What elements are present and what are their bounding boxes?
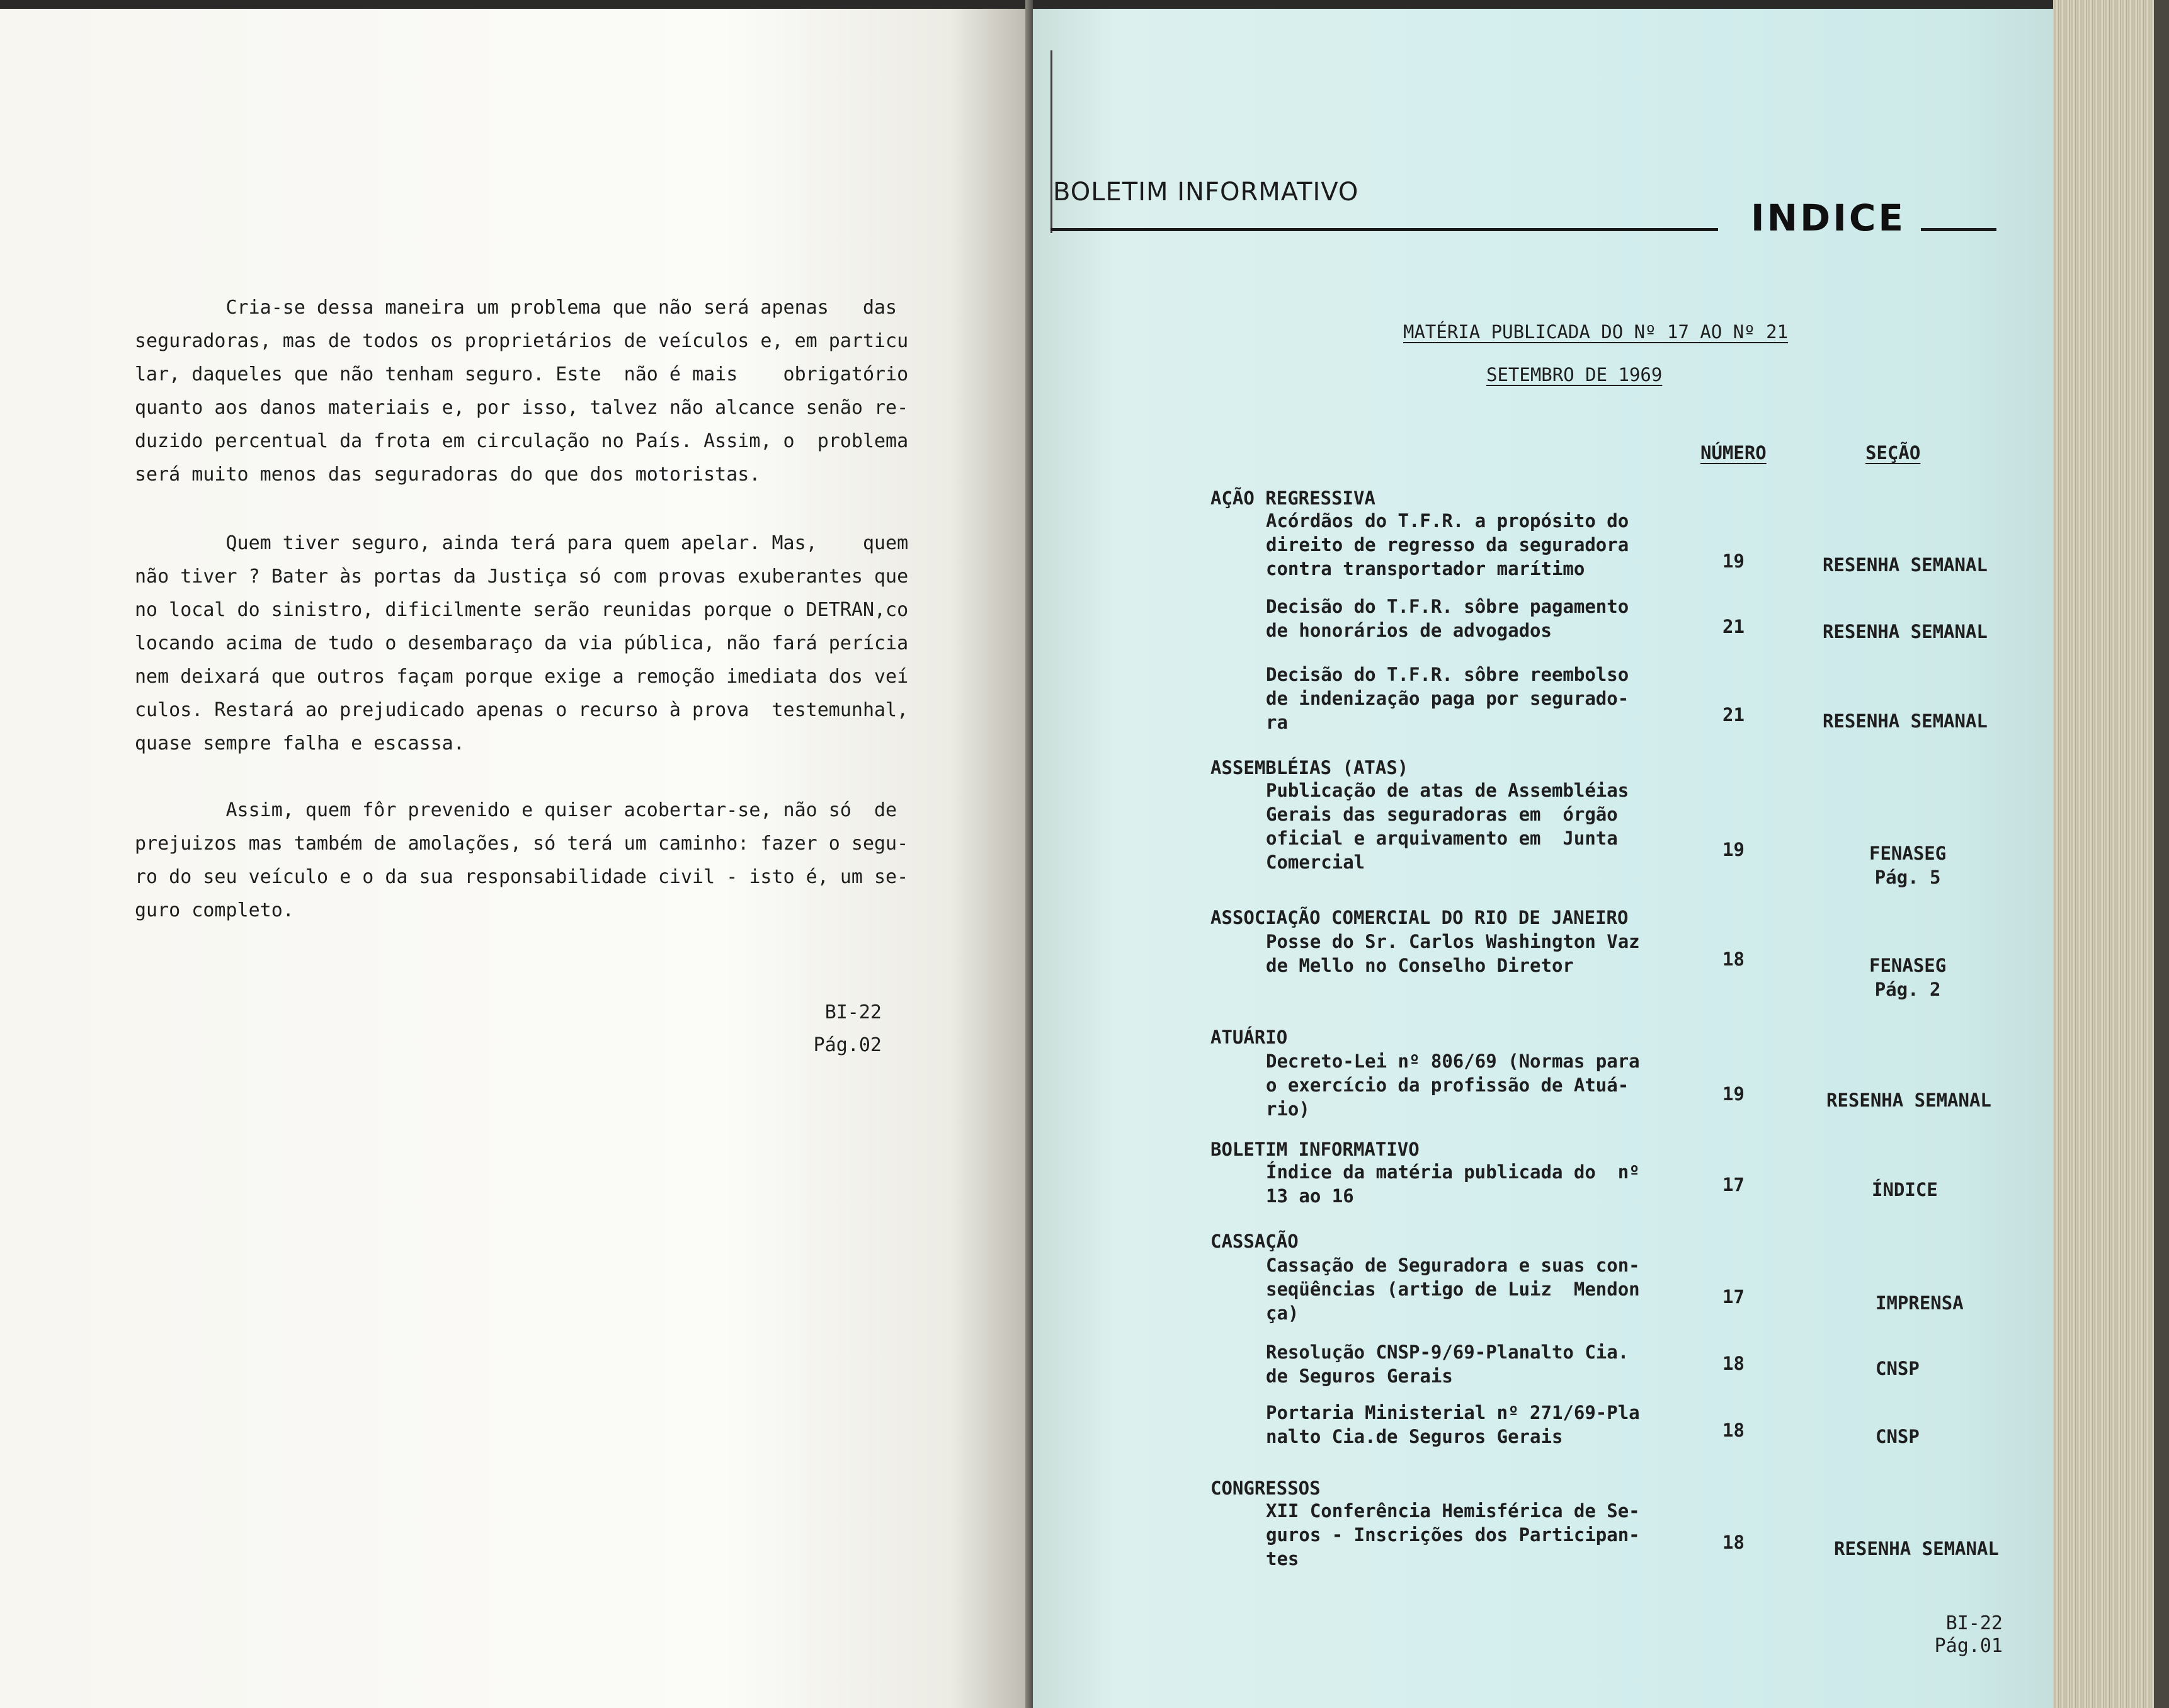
entry-number: 17	[1722, 1174, 1745, 1195]
entry-number: 18	[1722, 1532, 1745, 1553]
book-edge	[2154, 0, 2169, 1708]
text-line: será muito menos das seguradoras do que dos motoristas.	[135, 464, 761, 486]
entry-number: 18	[1722, 948, 1745, 970]
entry-section: RESENHA SEMANAL	[1823, 554, 1988, 576]
entry-topic: ASSEMBLÉIAS (ATAS)	[1210, 757, 1409, 778]
entry-number: 21	[1722, 616, 1745, 637]
entry-description: Cassação de Seguradora e suas con- seqüências (artigo de Luiz Mendon ça)	[1266, 1255, 1640, 1324]
text-line: Assim, quem fôr prevenido e quiser acobertar-se, não só de	[135, 799, 897, 821]
entry-section: CNSP	[1876, 1358, 1920, 1379]
header-rule	[1050, 228, 1718, 231]
text-line: seguradoras, mas de todos os proprietários de veículos e, em particu	[135, 330, 909, 352]
header-rule-end	[1921, 228, 1996, 231]
bulletin-title: BOLETIM INFORMATIVO	[1053, 178, 1359, 207]
text-line: nem deixará que outros façam porque exige a remoção imediata dos veí	[135, 666, 909, 688]
column-header-number: NÚMERO	[1700, 442, 1767, 464]
entry-number: 19	[1722, 839, 1745, 860]
entry-description: Publicação de atas de Assembléias Gerais das seguradoras em órgão oficial e arquivamento em Junta Comercial	[1266, 780, 1629, 873]
text-line: prejuizos mas também de amolações, só terá um caminho: fazer o segu-	[135, 833, 909, 855]
entry-number: 19	[1722, 1083, 1745, 1105]
right-page-footer	[1915, 1612, 2003, 1658]
paragraph-3	[135, 794, 909, 927]
text-line: ro do seu veículo e o da sua responsabilidade civil - isto é, um se-	[135, 866, 909, 888]
entry-description: Resolução CNSP-9/69-Planalto Cia. de Seguros Gerais	[1266, 1341, 1629, 1387]
page-number: Pág.01	[1934, 1635, 2003, 1657]
entry-section: RESENHA SEMANAL	[1823, 621, 1988, 642]
entry-number: 18	[1722, 1353, 1745, 1374]
entry-number: 17	[1722, 1286, 1745, 1307]
text-line: duzido percentual da frota em circulação no País. Assim, o problema	[135, 430, 909, 452]
entry-topic: AÇÃO REGRESSIVA	[1210, 487, 1375, 509]
entry-description: Posse do Sr. Carlos Washington Vaz de Mello no Conselho Diretor	[1266, 931, 1640, 976]
entry-section: FENASEG Pág. 2	[1869, 955, 1947, 1000]
entry-section: FENASEG Pág. 5	[1869, 843, 1947, 888]
paragraph-2	[135, 527, 909, 760]
text-line: guro completo.	[135, 899, 294, 921]
entry-topic: ATUÁRIO	[1210, 1027, 1288, 1048]
entry-description: Índice da matéria publicada do nº 13 ao 16	[1266, 1161, 1640, 1207]
entry-number: 21	[1722, 704, 1745, 726]
entry-description: Acórdãos do T.F.R. a propósito do direito de regresso da seguradora contra transportador marítimo	[1266, 510, 1629, 579]
entry-topic: CONGRESSOS	[1210, 1477, 1321, 1499]
page-edges	[2053, 0, 2169, 1708]
entry-description: Decisão do T.F.R. sôbre pagamento de honorários de advogados	[1266, 596, 1629, 641]
page-code: BI-22	[824, 1001, 882, 1023]
entry-section: IMPRENSA	[1876, 1292, 1964, 1314]
entry-section: RESENHA SEMANAL	[1834, 1538, 1999, 1559]
entry-description: Portaria Ministerial nº 271/69-Pla nalto Cia.de Seguros Gerais	[1266, 1402, 1640, 1447]
text-line: Cria-se dessa maneira um problema que não será apenas das	[135, 297, 897, 319]
text-line: não tiver ? Bater às portas da Justiça só com provas exuberantes que	[135, 566, 909, 588]
entry-number: 19	[1722, 550, 1745, 572]
column-header-section: SEÇÃO	[1865, 442, 1921, 464]
entry-number: 18	[1722, 1420, 1745, 1441]
left-page	[0, 0, 1033, 1708]
text-line: no local do sinistro, dificilmente serão reunidas porque o DETRAN,co	[135, 599, 909, 621]
entry-section: RESENHA SEMANAL	[1823, 710, 1988, 732]
text-line: locando acima de tudo o desembaraço da via pública, não fará perícia	[135, 632, 909, 654]
date-heading: SETEMBRO DE 1969	[1486, 364, 1663, 385]
text-line: quase sempre falha e escassa.	[135, 732, 465, 754]
page-code: BI-22	[1945, 1612, 2003, 1634]
entry-section: ÍNDICE	[1872, 1179, 1938, 1200]
entry-topic: ASSOCIAÇÃO COMERCIAL DO RIO DE JANEIRO	[1210, 907, 1629, 928]
subtitle: MATÉRIA PUBLICADA DO Nº 17 AO Nº 21	[1403, 321, 1789, 343]
left-page-footer	[724, 996, 882, 1062]
entry-topic: CASSAÇÃO	[1210, 1231, 1299, 1252]
text-line: lar, daqueles que não tenham seguro. Este não é mais obrigatório	[135, 363, 909, 385]
entry-description: Decreto-Lei nº 806/69 (Normas para o exercício da profissão de Atuá- rio)	[1266, 1050, 1640, 1120]
entry-description: XII Conferência Hemisférica de Se- guros - Inscrições dos Participan- tes	[1266, 1500, 1640, 1569]
index-title: INDICE	[1751, 196, 1906, 239]
entry-section: RESENHA SEMANAL	[1826, 1090, 1991, 1111]
header-vertical-rule	[1050, 50, 1052, 233]
page-number: Pág.02	[813, 1034, 882, 1056]
paragraph-1	[135, 291, 909, 491]
entry-section: CNSP	[1876, 1426, 1920, 1447]
entry-topic: BOLETIM INFORMATIVO	[1210, 1139, 1420, 1160]
text-line: quanto aos danos materiais e, por isso, talvez não alcance senão re-	[135, 397, 909, 419]
entry-description: Decisão do T.F.R. sôbre reembolso de indenização paga por segurado- ra	[1266, 664, 1629, 733]
text-line: Quem tiver seguro, ainda terá para quem apelar. Mas, quem	[135, 532, 909, 554]
text-line: culos. Restará ao prejudicado apenas o recurso à prova testemunhal,	[135, 699, 909, 721]
